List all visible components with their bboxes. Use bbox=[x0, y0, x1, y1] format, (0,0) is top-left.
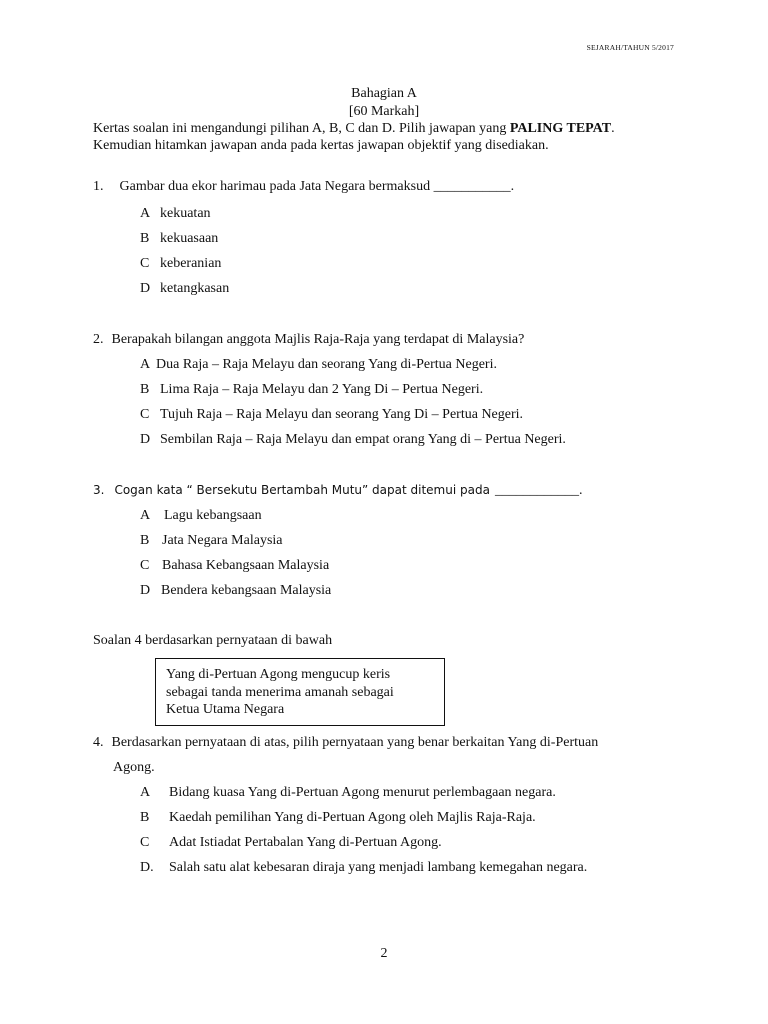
question-text: Gambar dua ekor harimau pada Jata Negara bermaksud ___________. bbox=[119, 179, 515, 194]
question-number: 3. bbox=[93, 483, 105, 497]
emphasis-paling-tepat: PALING TEPAT bbox=[509, 121, 612, 136]
question-2 bbox=[93, 332, 524, 349]
question-text: Cogan kata “ Bersekutu Bertambah Mutu” dapat ditemui pada bbox=[114, 483, 490, 497]
option-3d[interactable]: D Bendera kebangsaan Malaysia bbox=[140, 583, 332, 598]
option-3c[interactable]: C Bahasa Kebangsaan Malaysia bbox=[140, 558, 330, 573]
option-4b[interactable]: B Kaedah pemilihan Yang di-Pertuan Agong oleh Majlis Raja-Raja. bbox=[140, 810, 536, 825]
option-4a[interactable]: A Bidang kuasa Yang di-Pertuan Agong menurut perlembagaan negara. bbox=[140, 785, 556, 800]
question-1 bbox=[93, 179, 514, 196]
question-text: Berapakah bilangan anggota Majlis Raja-Raja yang terdapat di Malaysia? bbox=[111, 332, 525, 347]
question-4 bbox=[93, 735, 598, 752]
stimulus-line: Ketua Utama Negara bbox=[166, 702, 285, 717]
option-4c[interactable]: C Adat Istiadat Pertabalan Yang di-Pertuan Agong. bbox=[140, 835, 442, 850]
option-1c[interactable]: C keberanian bbox=[140, 256, 222, 271]
option-2d[interactable]: D Sembilan Raja – Raja Melayu dan empat orang Yang di – Pertua Negeri. bbox=[140, 432, 566, 447]
stimulus-line: Yang di-Pertuan Agong mengucup keris bbox=[166, 667, 391, 682]
section-title: Bahagian A bbox=[351, 86, 417, 101]
option-2c[interactable]: C Tujuh Raja – Raja Melayu dan seorang Yang Di – Pertua Negeri. bbox=[140, 407, 524, 422]
option-2a[interactable]: A Dua Raja – Raja Melayu dan seorang Yang di-Pertua Negeri. bbox=[140, 357, 497, 372]
question-number: 4. bbox=[93, 735, 104, 750]
stimulus-intro: Soalan 4 berdasarkan pernyataan di bawah bbox=[93, 633, 333, 648]
option-1b[interactable]: B kekuasaan bbox=[140, 231, 219, 246]
page-number: 2 bbox=[380, 946, 388, 961]
option-1a[interactable]: A kekuatan bbox=[140, 206, 211, 221]
question-number: 1. bbox=[93, 179, 104, 194]
answer-blank: ____________. bbox=[494, 483, 583, 498]
option-3b[interactable]: B Jata Negara Malaysia bbox=[140, 533, 283, 548]
option-1d[interactable]: D ketangkasan bbox=[140, 281, 230, 296]
instructions-line-1: Kertas soalan ini mengandungi pilihan A, B, C dan D. Pilih jawapan yang PALING TEPAT. bbox=[93, 121, 615, 136]
option-4d[interactable]: D. Salah satu alat kebesaran diraja yang menjadi lambang kemegahan negara. bbox=[140, 860, 588, 875]
section-marks: [60 Markah] bbox=[348, 104, 420, 119]
option-3a[interactable]: A Lagu kebangsaan bbox=[140, 508, 262, 523]
question-4-text-continued: Agong. bbox=[113, 760, 155, 775]
option-2b[interactable]: B Lima Raja – Raja Melayu dan 2 Yang Di – Pertua Negeri. bbox=[140, 382, 484, 397]
question-number: 2. bbox=[93, 332, 104, 347]
question-text: Berdasarkan pernyataan di atas, pilih pernyataan yang benar berkaitan Yang di-Pertuan bbox=[111, 735, 599, 750]
stimulus-box bbox=[155, 658, 445, 726]
instructions-line-2: Kemudian hitamkan jawapan anda pada kertas jawapan objektif yang disediakan. bbox=[93, 138, 549, 153]
question-3 bbox=[93, 483, 582, 500]
stimulus-line: sebagai tanda menerima amanah sebagai bbox=[166, 684, 394, 700]
header-code: SEJARAH/TAHUN 5/2017 bbox=[586, 43, 674, 52]
